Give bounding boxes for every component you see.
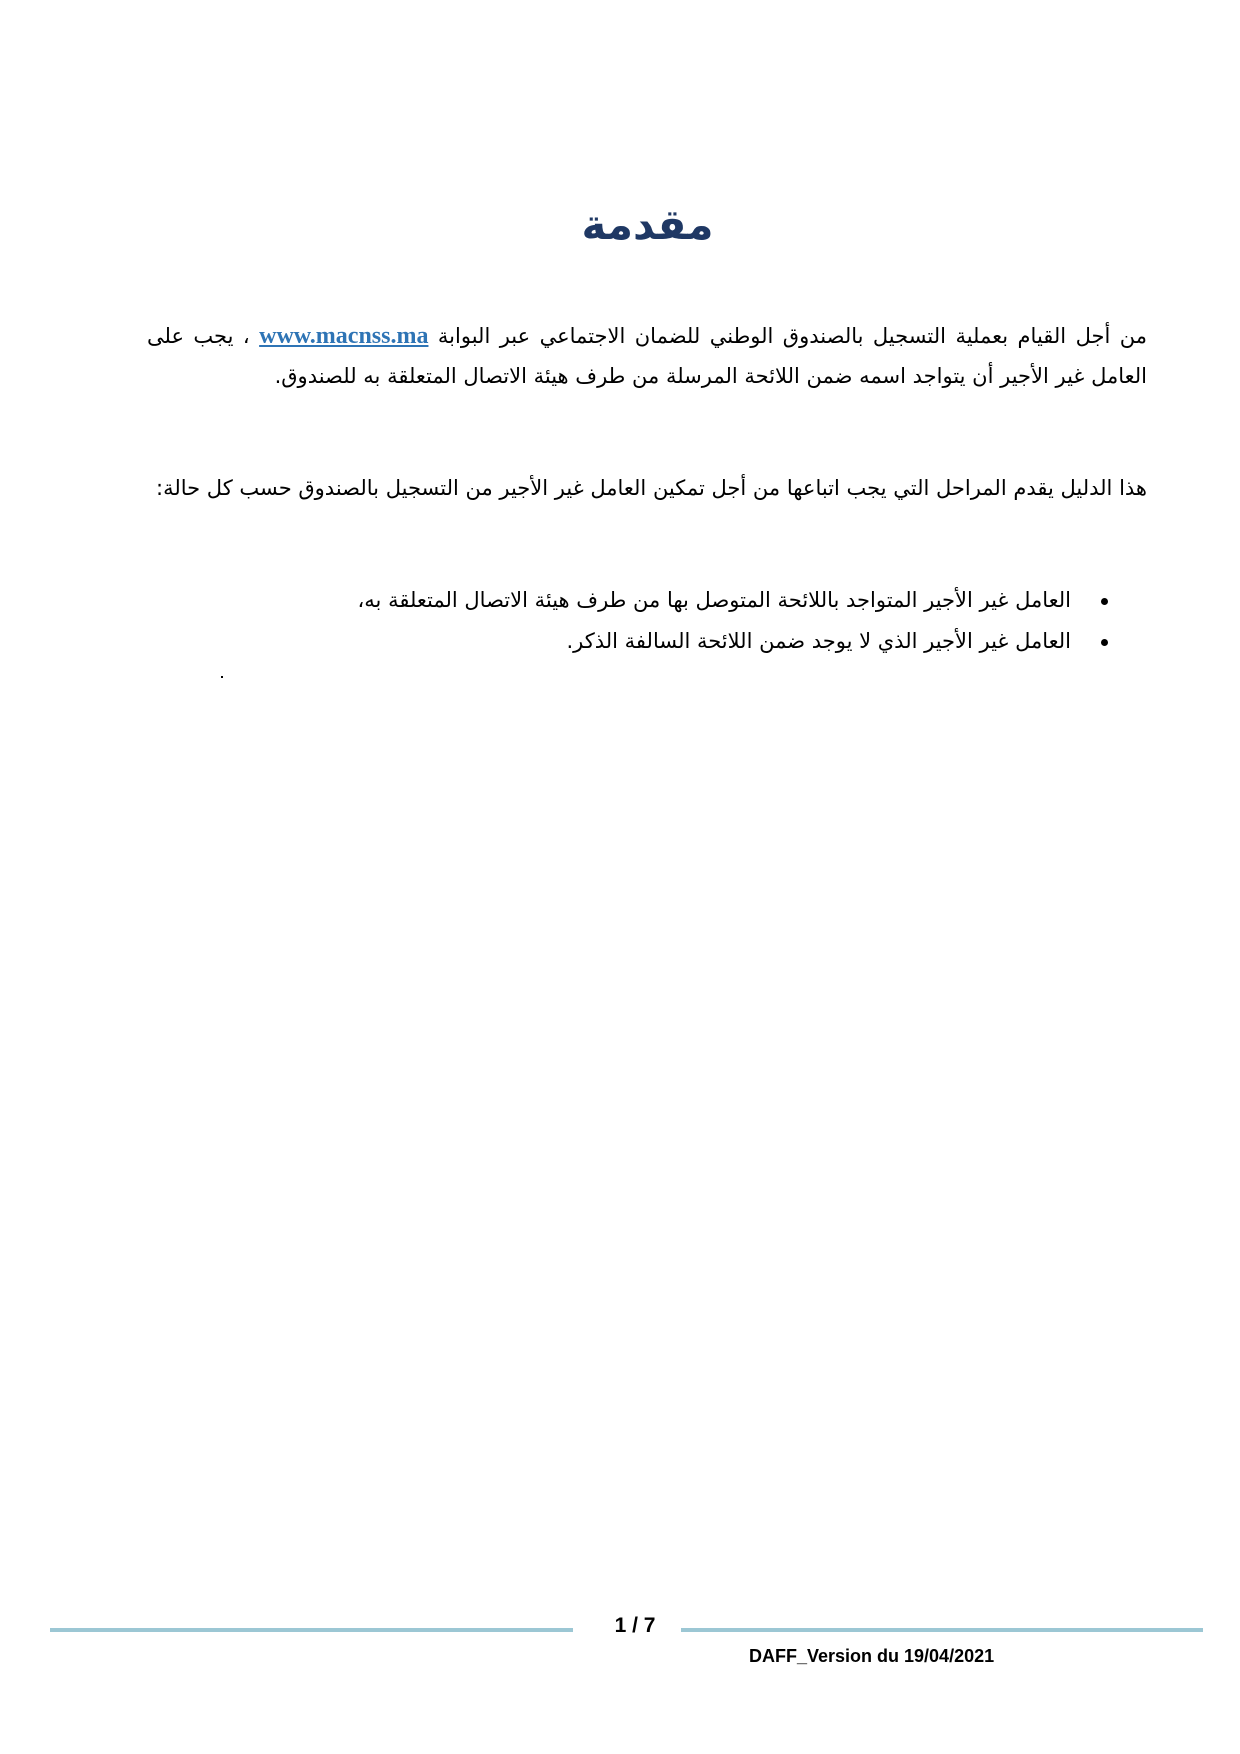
list-item-text: العامل غير الأجير المتواجد باللائحة المتوصل بها من طرف هيئة الاتصال المتعلقة به، — [357, 588, 1071, 612]
bullet-icon — [1101, 598, 1108, 605]
guide-paragraph: هذا الدليل يقدم المراحل التي يجب اتباعها من أجل تمكين العامل غير الأجير من التسجيل بالصندوق حسب كل حالة: — [156, 476, 1147, 500]
footer-rule-right — [681, 1628, 1203, 1632]
list-item — [147, 580, 1147, 621]
stray-mark — [221, 676, 223, 678]
list-item-text: العامل غير الأجير الذي لا يوجد ضمن اللائحة السالفة الذكر. — [566, 629, 1071, 653]
intro-paragraph — [147, 316, 1147, 396]
version-label: DAFF_Version du 19/04/2021 — [749, 1646, 995, 1666]
bullet-icon — [1101, 639, 1108, 646]
list-item — [147, 621, 1147, 662]
intro-text-before-link: من أجل القيام بعملية التسجيل بالصندوق الوطني للضمان الاجتماعي عبر البوابة — [437, 324, 1147, 348]
page-number: 1 / 7 — [614, 1614, 656, 1637]
cases-list — [147, 580, 1147, 662]
page-title: مقدمة — [581, 200, 714, 249]
footer-rule-left — [50, 1628, 573, 1632]
portal-link[interactable]: www.macnss.ma — [259, 323, 429, 349]
intro-text-after-link: ، يجب على العامل غير الأجير أن يتواجد اسمه ضمن اللائحة المرسلة من طرف هيئة الاتصال المتعلقة به للصندوق. — [147, 324, 1147, 388]
